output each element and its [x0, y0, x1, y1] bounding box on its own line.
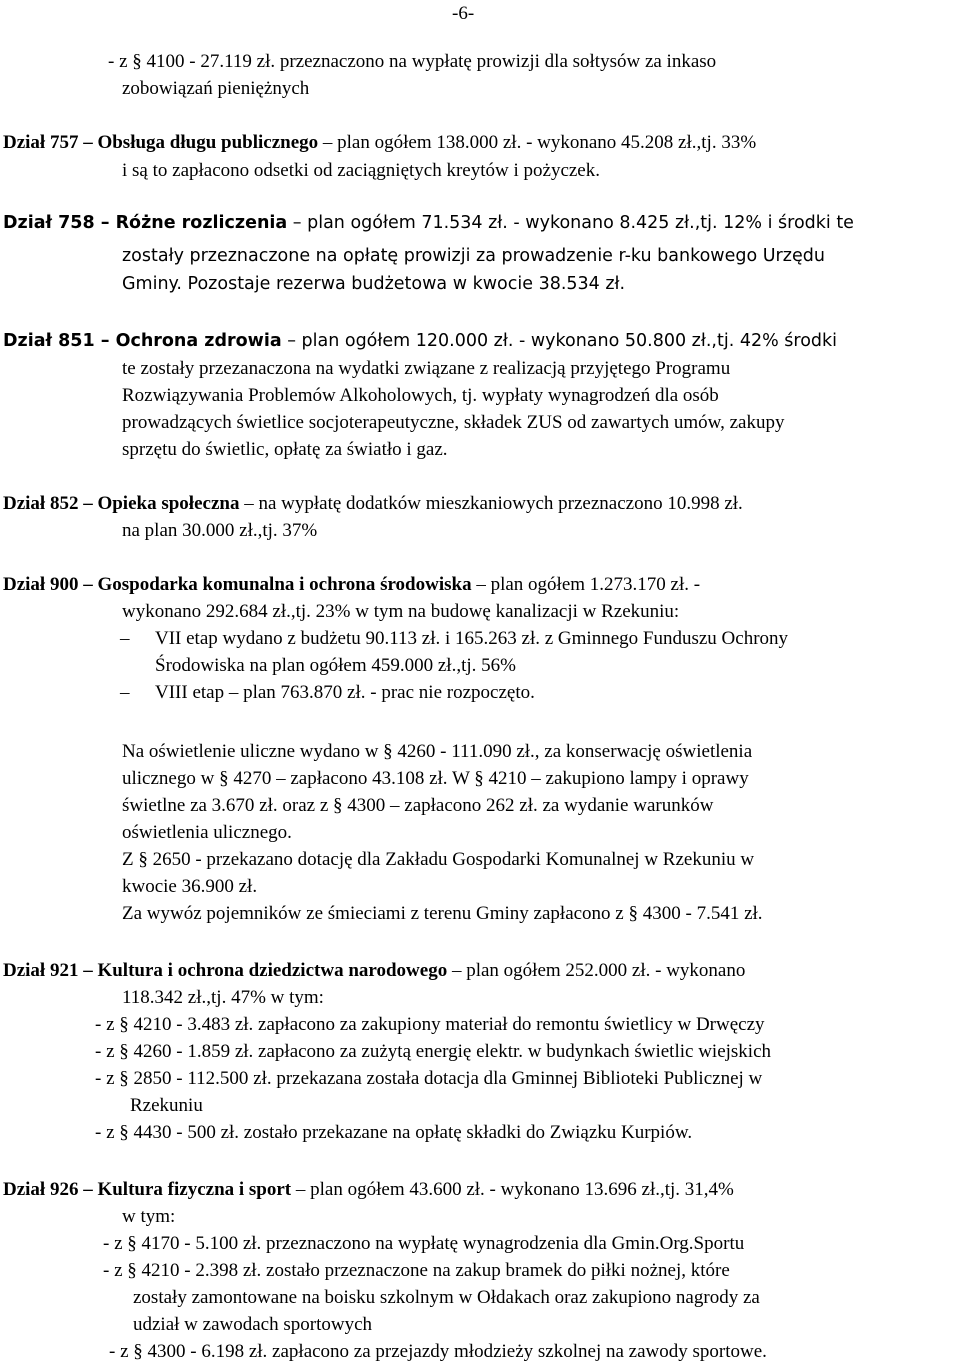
- line-text: – plan ogółem 120.000 zł. - wykonano 50.800 zł.,tj. 42% środki: [281, 331, 838, 351]
- text-line: [122, 765, 749, 792]
- section-title: Dział 851 – Ochrona zdrowia: [3, 331, 282, 351]
- text-line: [95, 1065, 762, 1092]
- line-text: – plan ogółem 71.534 zł. - wykonano 8.425 zł.,tj. 12% i środki te: [287, 213, 854, 233]
- line-text: oświetlenia ulicznego.: [122, 822, 292, 843]
- text-line: [122, 598, 679, 625]
- section-heading-line: [3, 490, 743, 517]
- line-text: zostały zamontowane na boisku szkolnym w Ołdakach oraz zakupiono nagrody za: [133, 1287, 760, 1308]
- text-line: [122, 243, 825, 270]
- line-text: - z § 2850 - 112.500 zł. przekazana została dotacja dla Gminnej Biblioteki Publicznej w: [95, 1068, 763, 1089]
- line-text: Na oświetlenie uliczne wydano w § 4260 - 111.090 zł., za konserwację oświetlenia: [122, 741, 753, 762]
- line-text: - z § 4300 - 6.198 zł. zapłacono za przejazdy młodzieży szkolnej na zawody sportowe.: [109, 1341, 767, 1362]
- section-heading-line: [3, 957, 745, 984]
- line-text: – plan ogółem 1.273.170 zł. -: [471, 574, 701, 595]
- text-line: [103, 1257, 730, 1284]
- line-text: zostały przeznaczone na opłatę prowizji za prowadzenie r-ku bankowego Urzędu: [122, 246, 825, 266]
- list-dash: –: [120, 628, 130, 649]
- text-line: [155, 652, 516, 679]
- line-text: - z § 4210 - 3.483 zł. zapłacono za zakupiony materiał do remontu świetlicy w Drwęczy: [95, 1014, 765, 1035]
- line-text: zobowiązań pieniężnych: [122, 78, 310, 99]
- line-text: – plan ogółem 43.600 zł. - wykonano 13.696 zł.,tj. 31,4%: [291, 1179, 734, 1200]
- line-text: VII etap wydano z budżetu 90.113 zł. i 165.263 zł. z Gminnego Funduszu Ochrony: [155, 628, 789, 649]
- text-line: [120, 625, 789, 652]
- line-text: te zostały przezanaczona na wydatki związane z realizacją przyjętego Programu: [122, 358, 731, 379]
- line-text: i są to zapłacono odsetki od zaciągniętych kreytów i pożyczek.: [122, 160, 600, 181]
- text-line: [122, 517, 317, 544]
- text-line: [122, 157, 600, 184]
- text-line: [122, 271, 625, 298]
- text-line: [95, 1011, 765, 1038]
- list-dash: –: [120, 682, 130, 703]
- line-text: - z § 4170 - 5.100 zł. przeznaczono na wypłatę wynagrodzenia dla Gmin.Org.Sportu: [103, 1233, 745, 1254]
- line-text: Z § 2650 - przekazano dotację dla Zakładu Gospodarki Komunalnej w Rzekuniu w: [122, 849, 755, 870]
- text-line: [122, 436, 448, 463]
- line-text: - z § 4430 - 500 zł. zostało przekazane na opłatę składki do Związku Kurpiów.: [95, 1122, 693, 1143]
- text-line: [133, 1284, 760, 1311]
- line-text: 118.342 zł.,tj. 47% w tym:: [122, 987, 324, 1008]
- text-line: [122, 382, 719, 409]
- section-heading-line: [3, 210, 854, 237]
- text-line: [122, 873, 257, 900]
- section-title: Dział 926 – Kultura fizyczna i sport: [3, 1179, 292, 1200]
- section-title: Dział 852 – Opieka społeczna: [3, 493, 240, 514]
- section-title: Dział 900 – Gospodarka komunalna i ochrona środowiska: [3, 574, 472, 595]
- line-text: Środowiska na plan ogółem 459.000 zł.,tj. 56%: [155, 655, 516, 676]
- line-text: - z § 4210 - 2.398 zł. zostało przeznaczone na zakup bramek do piłki nożnej, które: [103, 1260, 730, 1281]
- text-line: [122, 846, 754, 873]
- line-text: w tym:: [122, 1206, 176, 1227]
- line-text: Rzekuniu: [130, 1095, 203, 1116]
- text-line: [95, 1119, 692, 1146]
- text-line: [95, 1038, 771, 1065]
- line-text: - z § 4100 - 27.119 zł. przeznaczono na wypłatę prowizji dla sołtysów za inkaso: [108, 51, 717, 72]
- text-line: [108, 48, 716, 75]
- text-line: [130, 1092, 203, 1119]
- text-line: [133, 1311, 372, 1338]
- line-text: udział w zawodach sportowych: [133, 1314, 373, 1335]
- section-title: Dział 758 – Różne rozliczenia: [3, 213, 288, 233]
- line-text: świetlne za 3.670 zł. oraz z § 4300 – zapłacono 262 zł. za wydanie warunków: [122, 795, 714, 816]
- text-line: [109, 1338, 767, 1365]
- section-title: Dział 921 – Kultura i ochrona dziedzictwa narodowego: [3, 960, 448, 981]
- text-line: [122, 355, 730, 382]
- text-line: [122, 819, 292, 846]
- text-line: [122, 984, 324, 1011]
- line-text: prowadzących świetlice socjoterapeutyczne, składek ZUS od zawartych umów, zakupy: [122, 412, 785, 433]
- line-text: Za wywóz pojemników ze śmieciami z terenu Gminy zapłacono z § 4300 - 7.541 zł.: [122, 903, 763, 924]
- text-line: [122, 738, 752, 765]
- section-heading-line: [3, 571, 700, 598]
- line-text: – plan ogółem 252.000 zł. - wykonano: [447, 960, 746, 981]
- section-title: Dział 757 – Obsługa długu publicznego: [3, 132, 319, 153]
- text-line: [122, 75, 309, 102]
- line-text: – plan ogółem 138.000 zł. - wykonano 45.208 zł.,tj. 33%: [318, 132, 757, 153]
- line-text: kwocie 36.900 zł.: [122, 876, 258, 897]
- text-line: [120, 679, 535, 706]
- line-text: sprzętu do świetlic, opłatę za światło i gaz.: [122, 439, 448, 460]
- line-text: – na wypłatę dodatków mieszkaniowych przeznaczono 10.998 zł.: [239, 493, 743, 514]
- line-text: VIII etap – plan 763.870 zł. - prac nie rozpoczęto.: [155, 682, 535, 703]
- text-line: [103, 1230, 744, 1257]
- text-line: [122, 792, 713, 819]
- line-text: - z § 4260 - 1.859 zł. zapłacono za zużytą energię elektr. w budynkach świetlic wiejskich: [95, 1041, 772, 1062]
- line-text: Gminy. Pozostaje rezerwa budżetowa w kwocie 38.534 zł.: [122, 274, 626, 294]
- text-line: [122, 900, 763, 927]
- section-heading-line: [3, 129, 756, 156]
- text-line: [122, 409, 784, 436]
- line-text: na plan 30.000 zł.,tj. 37%: [122, 520, 318, 541]
- line-text: wykonano 292.684 zł.,tj. 23% w tym na budowę kanalizacji w Rzekuniu:: [122, 601, 680, 622]
- section-heading-line: [3, 328, 837, 355]
- text-line: [122, 1203, 175, 1230]
- line-text: Rozwiązywania Problemów Alkoholowych, tj. wypłaty wynagrodzeń dla osób: [122, 385, 719, 406]
- line-text: ulicznego w § 4270 – zapłacono 43.108 zł. W § 4210 – zakupiono lampy i oprawy: [122, 768, 749, 789]
- page-number: -6-: [452, 3, 475, 24]
- section-heading-line: [3, 1176, 734, 1203]
